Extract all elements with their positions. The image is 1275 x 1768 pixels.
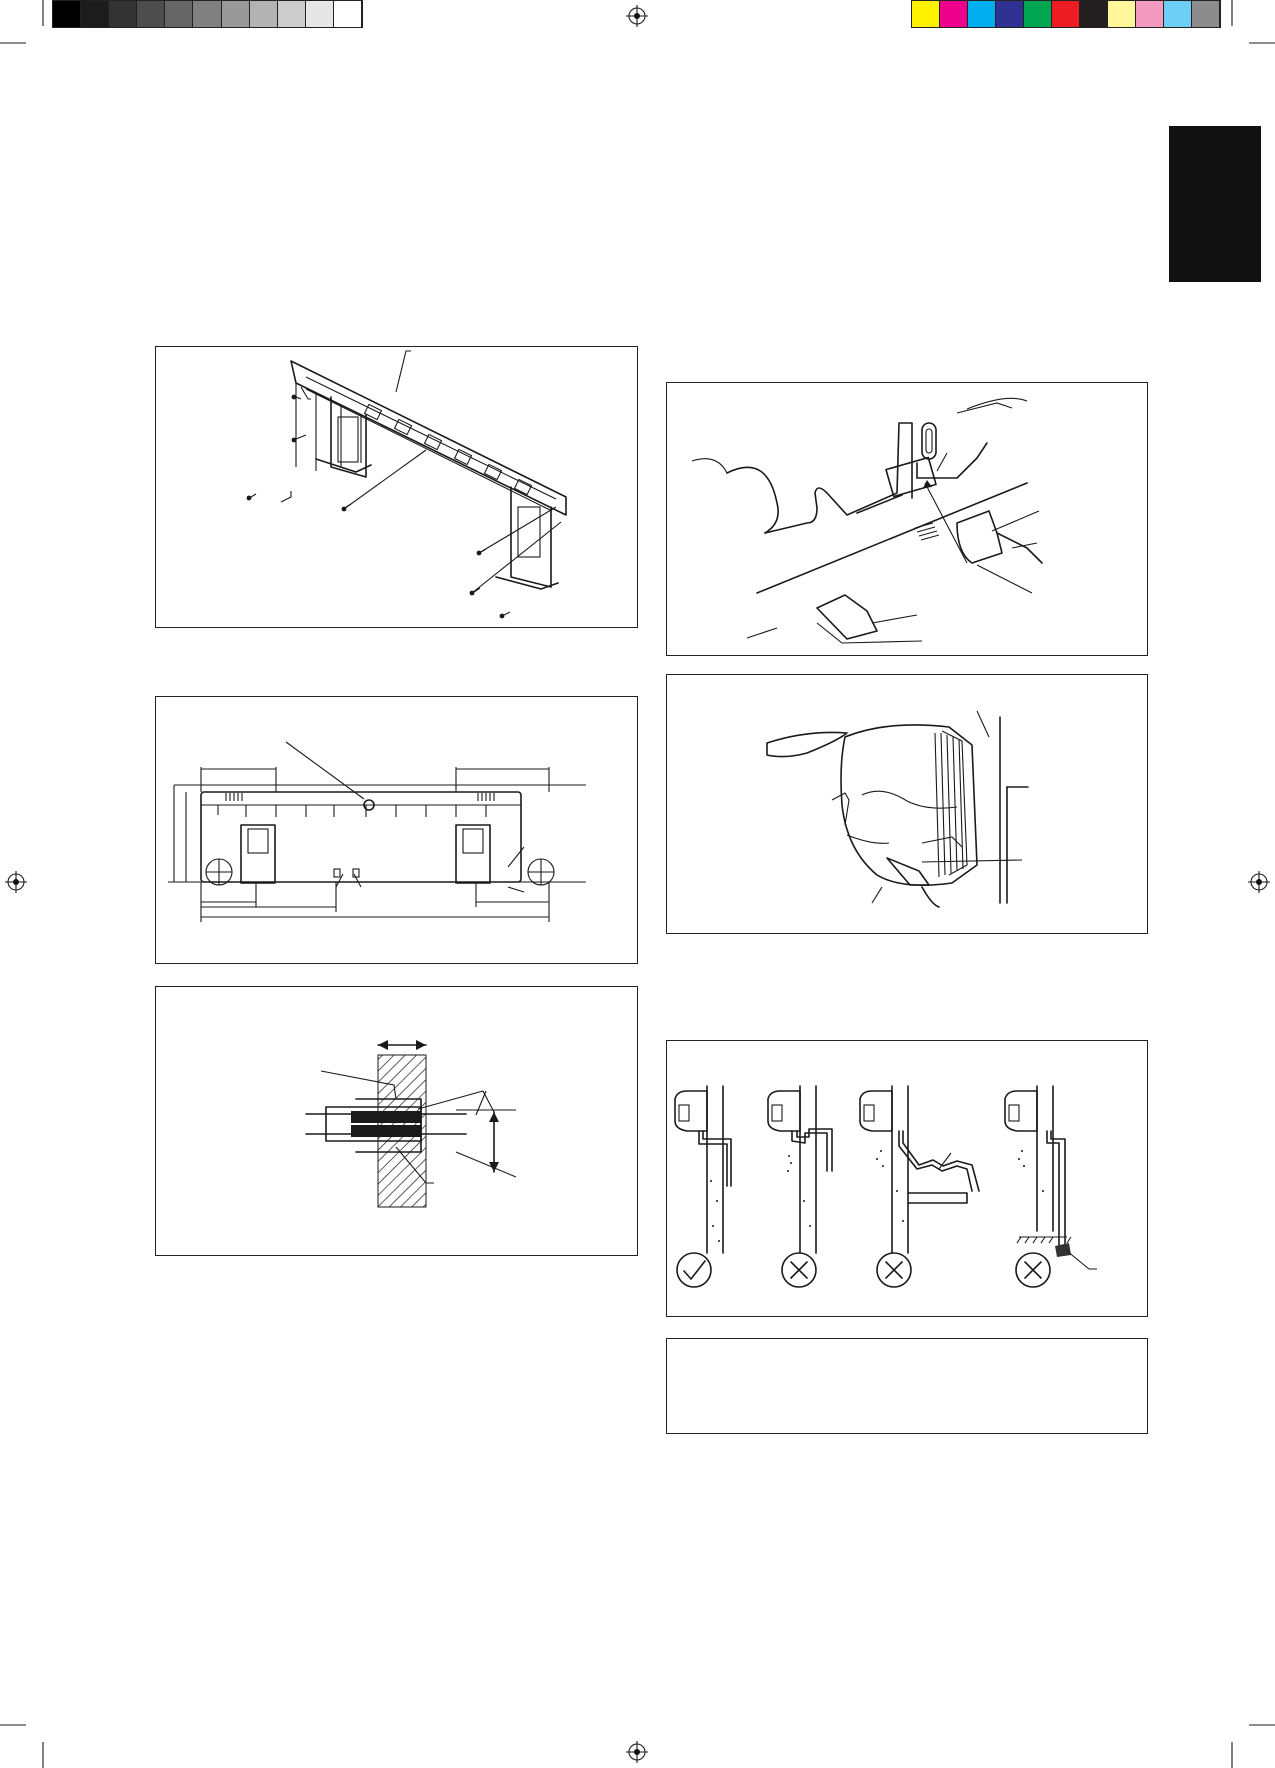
plate-positioning-figure bbox=[155, 696, 638, 964]
wrong-cross-icon bbox=[1016, 1253, 1050, 1287]
wrong-cross-icon bbox=[782, 1253, 816, 1287]
drain-hose-figure bbox=[666, 1040, 1148, 1317]
correct-check-icon bbox=[677, 1253, 711, 1287]
mounting-plate-figure bbox=[155, 346, 638, 628]
hook-detail-figure bbox=[666, 382, 1148, 656]
wrong-cross-icon bbox=[877, 1253, 911, 1287]
wall-sleeve-figure bbox=[155, 986, 638, 1256]
language-tab bbox=[1169, 126, 1261, 282]
unit-on-wall-figure bbox=[666, 674, 1148, 934]
note-box bbox=[666, 1338, 1148, 1434]
